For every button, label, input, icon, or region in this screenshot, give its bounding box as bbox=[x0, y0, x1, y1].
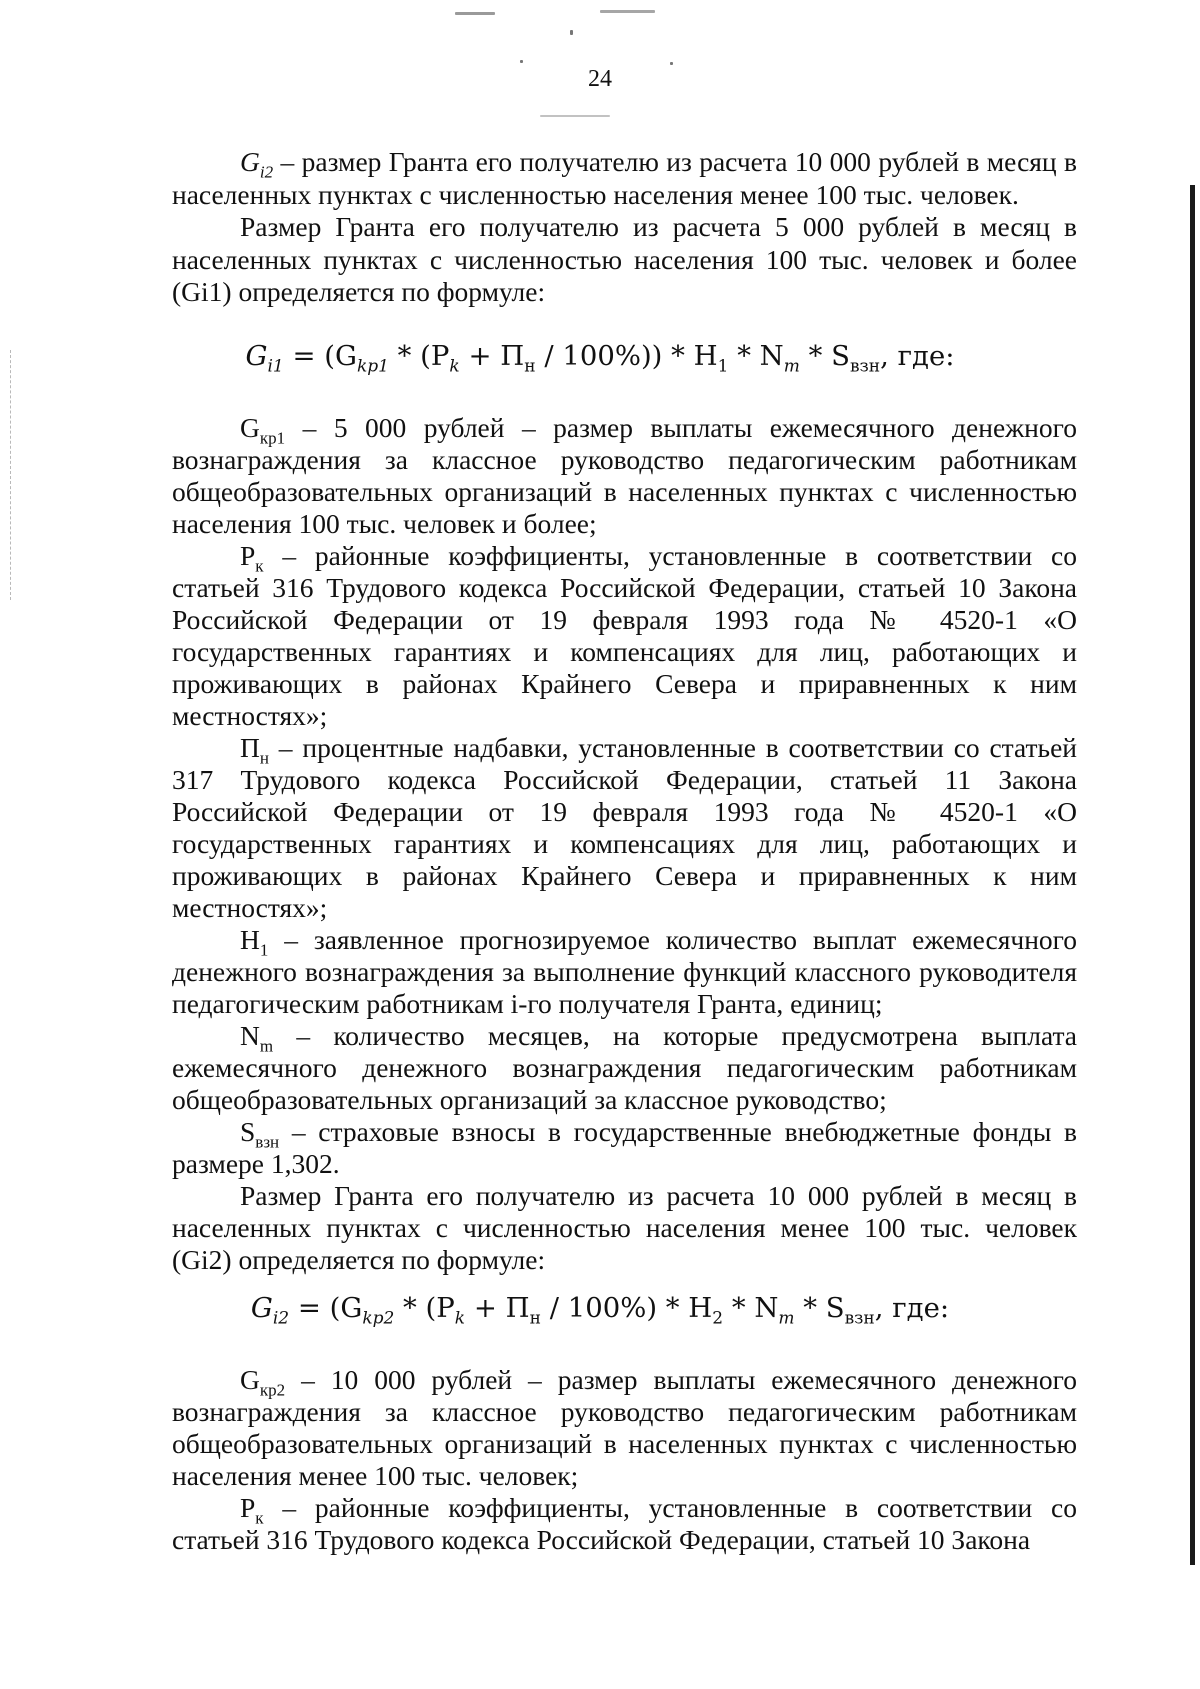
paragraph-gi2-definition: $G_{i2}$ – размер Гранта его получателю из расчета 10 000 рублей в месяц в населенных пунктах с численностью населения менее 100 тыс. человек. bbox=[172, 146, 1078, 210]
scan-noise bbox=[520, 60, 523, 63]
scan-noise bbox=[540, 115, 610, 117]
scan-noise bbox=[570, 30, 573, 35]
text-block-3 bbox=[172, 1364, 1077, 1556]
paragraph-gkr2: $G_{кр2} - 10$ 000 рублей – размер выплаты ежемесячного денежного вознаграждения за классное руководство педагогическим работникам общеобразовательных организаций в населенных пунктах с численностью населения менее 100 тыс. человек; bbox=[172, 1364, 1077, 1491]
paragraph-gi2-intro: Размер Гранта его получателю из расчета 10 000 рублей в месяц в населенных пунктах с численностью населения менее 100 тыс. человек (Gi2) определяется по формуле: bbox=[172, 1180, 1077, 1275]
scan-noise bbox=[600, 10, 655, 13]
paragraph-rk-2: $Р_к$ – районные коэффициенты, установленные в соответствии со статьей 316 Трудового кодекса Российской Федерации, статьей 10 Закона bbox=[172, 1492, 1078, 1555]
scan-noise bbox=[670, 62, 673, 65]
text-block-2 bbox=[172, 412, 1077, 1276]
page-number: 24 bbox=[588, 66, 612, 92]
paragraph-rk-1: $Р_к$ – районные коэффициенты, установленные в соответствии со статьей 316 Трудового кодекса Российской Федерации, статьей 10 Закона Российской Федерации от 19 февраля 1993 года № 4520-1 «О государственных гарантиях и компенсациях для лиц, работающих и проживающих в районах Крайнего Севера и приравненных к ним местностях»; bbox=[172, 540, 1078, 731]
paragraph-h1: $Н_1$ – заявленное прогнозируемое количество выплат ежемесячного денежного вознаграждения за выполнение функций классного руководителя педагогическим работникам i-го получателя Гранта, единиц; bbox=[172, 924, 1078, 1019]
scan-edge-left bbox=[10, 350, 11, 600]
paragraph-gi1-intro: Размер Гранта его получателю из расчета 5 000 рублей в месяц в населенных пунктах с численностью населения 100 тыс. человек и более (Gi1) определяется по формуле: bbox=[172, 211, 1077, 307]
scan-edge-right bbox=[1190, 185, 1195, 1565]
scan-noise bbox=[455, 12, 495, 15]
paragraph-nm: $N_m$ – количество месяцев, на которые предусмотрена выплата ежемесячного денежного вознаграждения педагогическим работникам общеобразовательных организаций за классное руководство; bbox=[172, 1020, 1078, 1115]
formula-gi1: $G_{i1} = (G_{kp1} * (P_k + П_н / 100\%)) * H_1 * N_m * S_{взн}$, где: bbox=[245, 340, 955, 377]
symbol-gi2: $G_{i2}$ bbox=[240, 146, 274, 182]
paragraph-pn: $П_н$ – процентные надбавки, установленные в соответствии со статьей 317 Трудового кодекса Российской Федерации, статьей 11 Закона Российской Федерации от 19 февраля 1993 года № 4520-1 «О государственных гарантиях и компенсациях для лиц, работающих и проживающих в районах Крайнего Севера и приравненных к ним местностях»; bbox=[172, 732, 1077, 923]
formula-gi2: $G_{i2} = (G_{kp2} * (P_k + П_н / 100\%) * H_2 * N_m * S_{взн}$, где: bbox=[250, 1292, 950, 1329]
paragraph-gkr1: $G_{кр1} - 5$ 000 рублей – размер выплаты ежемесячного денежного вознаграждения за классное руководство педагогическим работникам общеобразовательных организаций в населенных пунктах с численностью населения 100 тыс. человек и более; bbox=[172, 412, 1077, 539]
paragraph-svzn: $S_{взн}$ – страховые взносы в государственные внебюджетные фонды в размере 1,302. bbox=[172, 1116, 1078, 1179]
text-block-1 bbox=[172, 146, 1077, 309]
